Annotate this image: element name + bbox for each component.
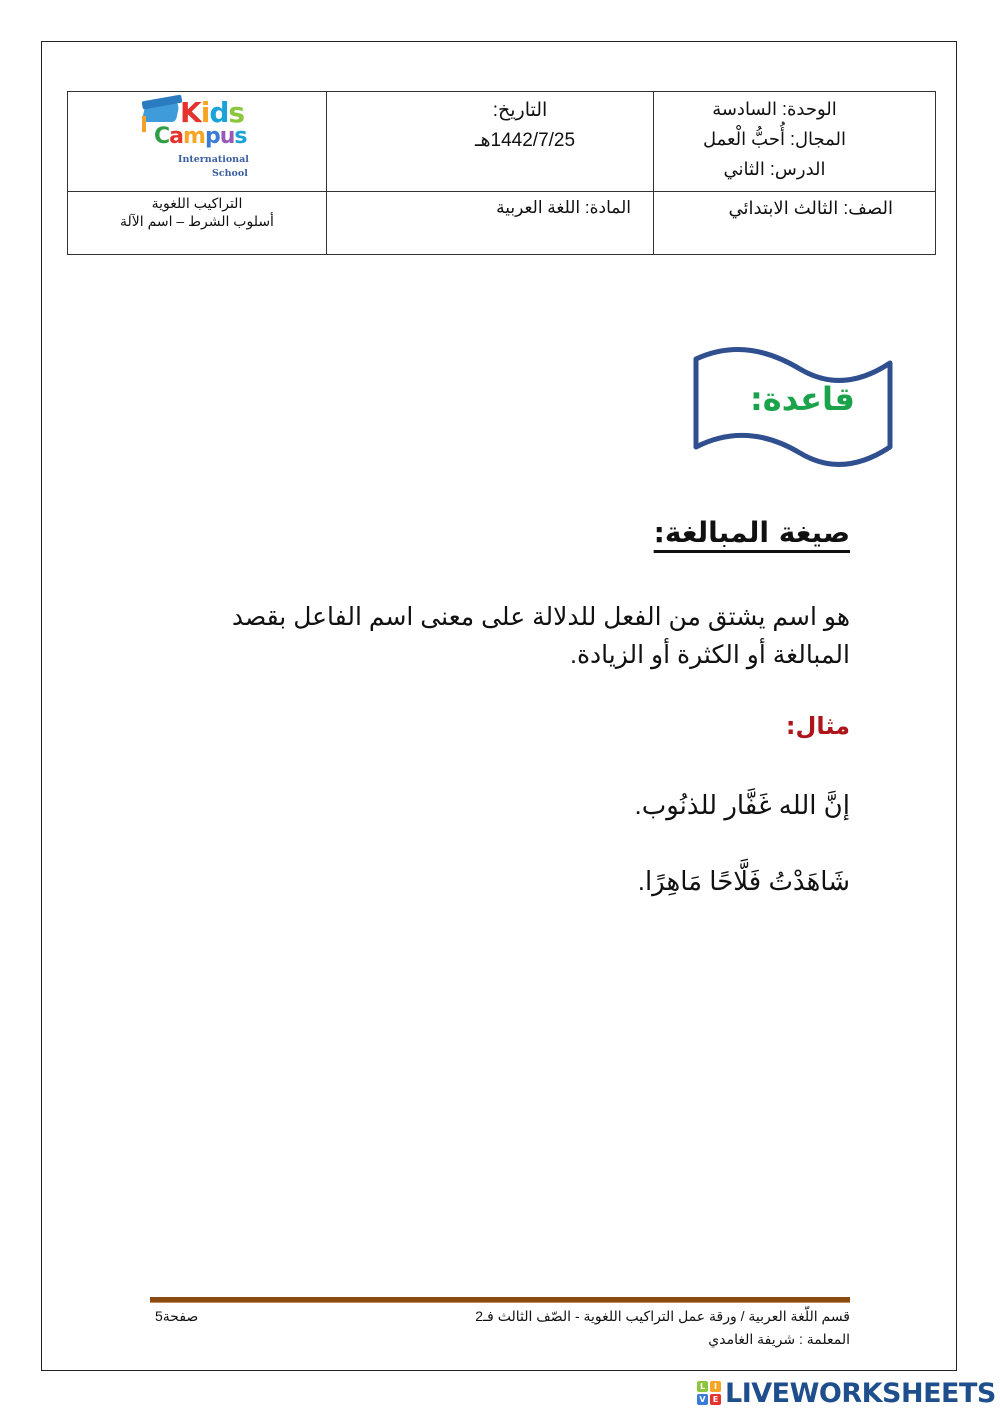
logo-letter: d [209,96,229,129]
logo-letter: a [169,124,184,149]
live-blocks-icon [697,1381,721,1405]
logo-letter: u [219,124,235,149]
live-block: E [710,1394,721,1405]
topic-line-1: التراكيب اللغوية [151,195,243,211]
unit-cell [654,92,936,192]
grade-cell [654,192,936,255]
logo-school-text: School [212,168,248,179]
cap-tassel [142,116,146,132]
definition-text: هو اسم يشتق من الفعل للدلالة على معنى اسم الفاعل بقصد المبالغة أو الكثرة أو الزيادة. [231,603,850,669]
section-title: صيغة المبالغة: [653,516,850,549]
logo-letter: i [200,96,210,129]
lesson-line: الدرس: الثاني [723,159,826,179]
topic-cell [68,192,327,255]
logo-letter: p [204,124,220,149]
liveworksheets-watermark [697,1376,996,1410]
kids-campus-logo [142,98,252,186]
grade-line: الصف: الثالث الابتدائي [728,198,893,218]
logo-letter: s [228,96,245,129]
live-block: V [697,1394,708,1405]
logo-campus-text [154,124,246,149]
logo-letter: C [154,124,170,149]
example-label: مثال: [785,712,850,740]
rule-label: قاعدة: [750,380,855,418]
subject-cell [327,192,654,255]
worksheet-header-table [67,91,936,255]
example-sentence-2: شَاهَدْتُ فَلَّاحًا مَاهِرًا. [637,866,850,896]
logo-international-text: International [178,154,249,165]
logo-letter: m [183,124,205,149]
liveworksheets-text: LIVEWORKSHEETS [725,1377,996,1409]
live-block: L [697,1381,708,1392]
live-block: I [710,1381,721,1392]
footer-department-line: قسم اللّغة العربية / ورقة عمل التراكيب اللغوية - الصّف الثالث فـ2 [475,1308,850,1324]
subject-line: المادة: اللغة العربية [496,198,631,217]
footer-divider [150,1297,850,1303]
date-cell [327,92,654,192]
logo-letter: K [180,96,201,129]
footer-page-number: صفحة5 [155,1308,199,1324]
topic-line-2: أسلوب الشرط – اسم الآلة [120,213,274,229]
logo-letter: s [234,124,247,149]
date-label: التاريخ: [492,100,548,121]
footer-teacher-line: المعلمة : شريفة الغامدي [708,1331,850,1347]
date-value: 1442/7/25هـ [474,130,576,151]
example-sentence-1: إنَّ الله غَفَّار للذنُوب. [634,790,850,820]
domain-line: المجال: أُحبُّ الْعمل [702,129,847,149]
unit-line: الوحدة: السادسة [712,99,837,119]
logo-cell [68,92,327,192]
